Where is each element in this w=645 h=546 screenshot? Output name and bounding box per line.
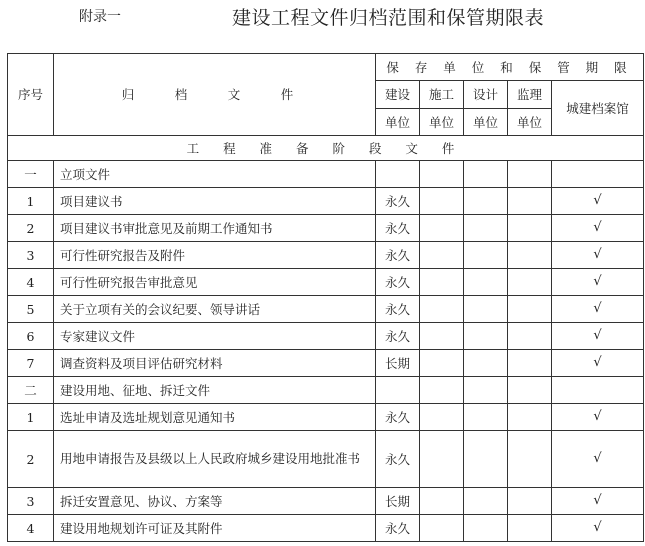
table-row (8, 377, 644, 404)
row-design-unit (464, 350, 508, 377)
row-document-name: 专家建议文件 (54, 323, 376, 350)
table-row (8, 296, 644, 323)
row-construct-unit (420, 161, 464, 188)
row-supervise-unit (508, 161, 552, 188)
table-row (8, 188, 644, 215)
row-number: 一 (8, 161, 54, 188)
row-design-unit (464, 431, 508, 488)
row-document-name: 调查资料及项目评估研究材料 (54, 350, 376, 377)
row-build-unit-period: 长期 (376, 488, 420, 515)
row-archive-check: √ (552, 242, 644, 269)
row-supervise-unit (508, 242, 552, 269)
row-construct-unit (420, 350, 464, 377)
row-archive-check: √ (552, 323, 644, 350)
header-supervise-unit: 监理 (508, 81, 552, 109)
row-build-unit-period (376, 377, 420, 404)
header-construct-unit: 施工 (420, 81, 464, 109)
archive-table (7, 53, 644, 542)
header-document: 归 档 文 件 (54, 54, 376, 136)
row-archive-check: √ (552, 515, 644, 542)
header-construct-unit-2: 单位 (420, 109, 464, 136)
header-archive: 城建档案馆 (552, 81, 644, 136)
table-row (8, 269, 644, 296)
table-row (8, 404, 644, 431)
row-supervise-unit (508, 377, 552, 404)
row-archive-check: √ (552, 215, 644, 242)
row-design-unit (464, 515, 508, 542)
row-supervise-unit (508, 488, 552, 515)
header-units: 保 存 单 位 和 保 管 期 限 (376, 54, 644, 81)
row-number: 3 (8, 488, 54, 515)
row-build-unit-period (376, 161, 420, 188)
table-body (8, 161, 644, 542)
row-design-unit (464, 269, 508, 296)
row-build-unit-period: 永久 (376, 188, 420, 215)
table-row (8, 215, 644, 242)
row-construct-unit (420, 215, 464, 242)
row-number: 4 (8, 269, 54, 296)
row-design-unit (464, 488, 508, 515)
row-build-unit-period: 永久 (376, 431, 420, 488)
row-design-unit (464, 188, 508, 215)
row-number: 2 (8, 215, 54, 242)
row-construct-unit (420, 488, 464, 515)
row-build-unit-period: 永久 (376, 515, 420, 542)
row-build-unit-period: 永久 (376, 404, 420, 431)
row-number: 4 (8, 515, 54, 542)
row-number: 二 (8, 377, 54, 404)
table-row (8, 515, 644, 542)
row-document-name: 立项文件 (54, 161, 376, 188)
row-design-unit (464, 323, 508, 350)
row-archive-check: √ (552, 188, 644, 215)
row-number: 5 (8, 296, 54, 323)
appendix-label: 附录一 (79, 9, 121, 25)
header-supervise-unit-2: 单位 (508, 109, 552, 136)
row-document-name: 项目建议书审批意见及前期工作通知书 (54, 215, 376, 242)
table-row (8, 350, 644, 377)
row-document-name: 选址申请及选址规划意见通知书 (54, 404, 376, 431)
row-construct-unit (420, 188, 464, 215)
row-number: 1 (8, 404, 54, 431)
row-construct-unit (420, 515, 464, 542)
row-build-unit-period: 永久 (376, 269, 420, 296)
row-construct-unit (420, 323, 464, 350)
row-construct-unit (420, 404, 464, 431)
row-document-name: 可行性研究报告及附件 (54, 242, 376, 269)
row-design-unit (464, 296, 508, 323)
row-document-name: 可行性研究报告审批意见 (54, 269, 376, 296)
table-row (8, 323, 644, 350)
row-number: 3 (8, 242, 54, 269)
row-build-unit-period: 永久 (376, 242, 420, 269)
row-supervise-unit (508, 404, 552, 431)
table-row (8, 242, 644, 269)
table-row (8, 488, 644, 515)
header-build-unit-2: 单位 (376, 109, 420, 136)
row-number: 2 (8, 431, 54, 488)
row-document-name: 用地申请报告及县级以上人民政府城乡建设用地批准书 (54, 431, 376, 488)
row-supervise-unit (508, 323, 552, 350)
row-supervise-unit (508, 350, 552, 377)
row-design-unit (464, 404, 508, 431)
row-supervise-unit (508, 215, 552, 242)
row-construct-unit (420, 377, 464, 404)
row-document-name: 建设用地、征地、拆迁文件 (54, 377, 376, 404)
row-document-name: 项目建议书 (54, 188, 376, 215)
row-document-name: 建设用地规划许可证及其附件 (54, 515, 376, 542)
row-build-unit-period: 永久 (376, 215, 420, 242)
header-seq: 序号 (8, 54, 54, 136)
row-design-unit (464, 215, 508, 242)
row-number: 1 (8, 188, 54, 215)
header-design-unit-2: 单位 (464, 109, 508, 136)
table-row (8, 161, 644, 188)
row-supervise-unit (508, 188, 552, 215)
row-number: 6 (8, 323, 54, 350)
row-archive-check: √ (552, 404, 644, 431)
row-document-name: 拆迁安置意见、协议、方案等 (54, 488, 376, 515)
row-number: 7 (8, 350, 54, 377)
row-build-unit-period: 永久 (376, 296, 420, 323)
row-design-unit (464, 161, 508, 188)
row-supervise-unit (508, 269, 552, 296)
row-build-unit-period: 长期 (376, 350, 420, 377)
section-title: 工 程 准 备 阶 段 文 件 (8, 136, 644, 161)
header-design-unit: 设计 (464, 81, 508, 109)
row-construct-unit (420, 431, 464, 488)
row-construct-unit (420, 269, 464, 296)
row-supervise-unit (508, 431, 552, 488)
row-archive-check: √ (552, 269, 644, 296)
table-row (8, 431, 644, 488)
row-archive-check (552, 377, 644, 404)
row-archive-check (552, 161, 644, 188)
row-construct-unit (420, 242, 464, 269)
page-title: 建设工程文件归档范围和保管期限表 (232, 7, 545, 29)
row-archive-check: √ (552, 296, 644, 323)
row-design-unit (464, 242, 508, 269)
row-document-name: 关于立项有关的会议纪要、领导讲话 (54, 296, 376, 323)
row-design-unit (464, 377, 508, 404)
row-archive-check: √ (552, 488, 644, 515)
header-build-unit: 建设 (376, 81, 420, 109)
row-archive-check: √ (552, 350, 644, 377)
row-supervise-unit (508, 515, 552, 542)
row-construct-unit (420, 296, 464, 323)
row-supervise-unit (508, 296, 552, 323)
row-archive-check: √ (552, 431, 644, 488)
row-build-unit-period: 永久 (376, 323, 420, 350)
